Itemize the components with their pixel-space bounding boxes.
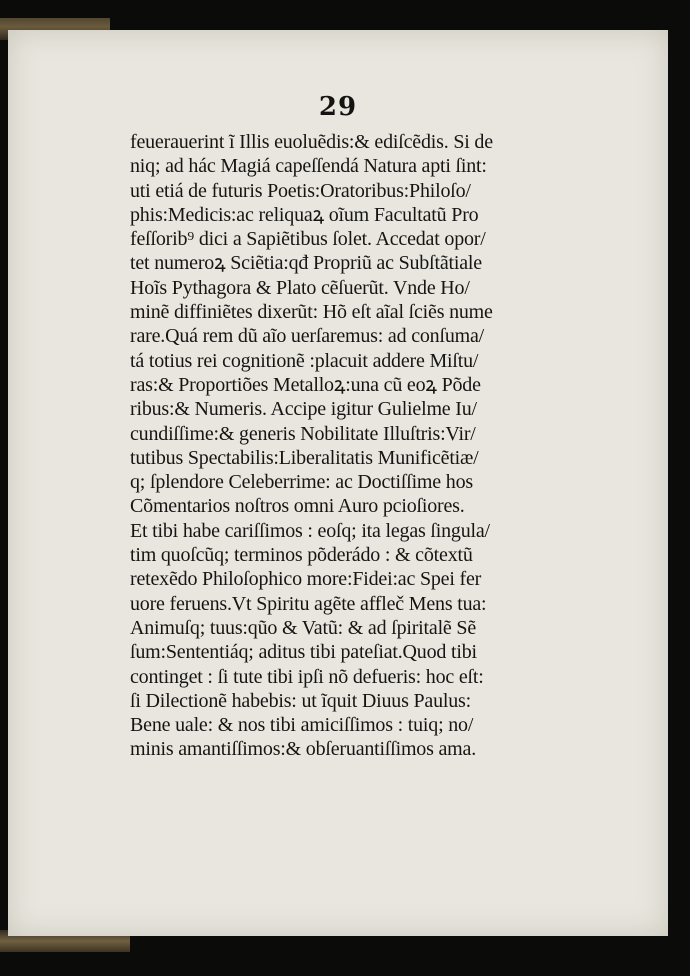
text-line: tutibus Spectabilis:Liberalitatis Munificẽtiæ/	[130, 446, 479, 469]
text-line: Et tibi habe cariſſimos : eoſq; ita legas ſingula/	[130, 519, 490, 542]
text-line: ſi Dilectionẽ habebis: ut ĩquit Diuus Paulus:	[130, 689, 471, 712]
page-number: 29	[318, 92, 358, 122]
text-line: rare.Quá rem dũ aĩo uerſaremus: ad conſuma/	[130, 325, 485, 348]
text-line: minẽ diffiniẽtes dixerũt: Hõ eſt aĩal ſciẽs nume	[130, 301, 493, 324]
text-line: uore feruens.Vt Spiritu agẽte affleč Mens tua:	[130, 592, 487, 615]
text-line: ras:& Proportiões Metalloꝝ:una cũ eoꝝ Põde	[130, 373, 481, 396]
book-page	[8, 30, 668, 936]
text-line: tim quoſcũq; terminos põderádo : & cõtextũ	[130, 544, 473, 567]
text-line: phis:Medicis:ac reliquaꝝ oĩum Facultatũ Pro	[130, 203, 479, 226]
text-line: retexẽdo Philoſophico more:Fidei:ac Spei fer	[130, 568, 482, 591]
text-line: continget : ſi tute tibi ipſi nõ defueris: hoc eſt:	[130, 665, 484, 688]
text-line: feuerauerint ĩ Illis euoluẽdis:& ediſcẽdis. Si de	[130, 131, 493, 153]
text-line: Bene uale: & nos tibi amiciſſimos : tuiq; no/	[130, 714, 474, 737]
text-line: Cõmentarios noſtros omni Auro pcioſiores.	[130, 495, 465, 518]
text-line: Hoĩs Pythagora & Plato cẽſuerũt. Vnde Ho/	[130, 276, 470, 299]
text-line: cundiſſime:& generis Nobilitate Illuſtris:Vir/	[130, 422, 476, 445]
text-line: ſum:Sententiáq; aditus tibi pateſiat.Quod tibi	[130, 641, 477, 664]
text-line: q; ſplendore Celeberrime: ac Doctiſſime hos	[130, 471, 473, 494]
text-line: ribus:& Numeris. Accipe igitur Gulielme Iu/	[130, 398, 477, 421]
text-line: feſſorib⁹ dici a Sapiẽtibus ſolet. Accedat opor/	[130, 228, 486, 251]
text-line: tet numeroꝝ Sciẽtia:qđ Propriũ ac Subſtãtiale	[130, 252, 482, 275]
text-line: minis amantiſſimos:& obſeruantiſſimos ama.	[130, 738, 477, 761]
text-line: tá totius rei cognitionẽ :placuit addere Miſtu/	[130, 349, 479, 372]
text-line: niq; ad hác Magiá capeſſendá Natura apti ſint:	[130, 155, 487, 178]
text-line: uti etiá de futuris Poetis:Oratoribus:Philoſo/	[130, 179, 471, 202]
body-text	[130, 130, 550, 762]
text-line: Animuſq; tuus:qũo & Vatũ: & ad ſpiritalẽ Sẽ	[130, 616, 477, 639]
